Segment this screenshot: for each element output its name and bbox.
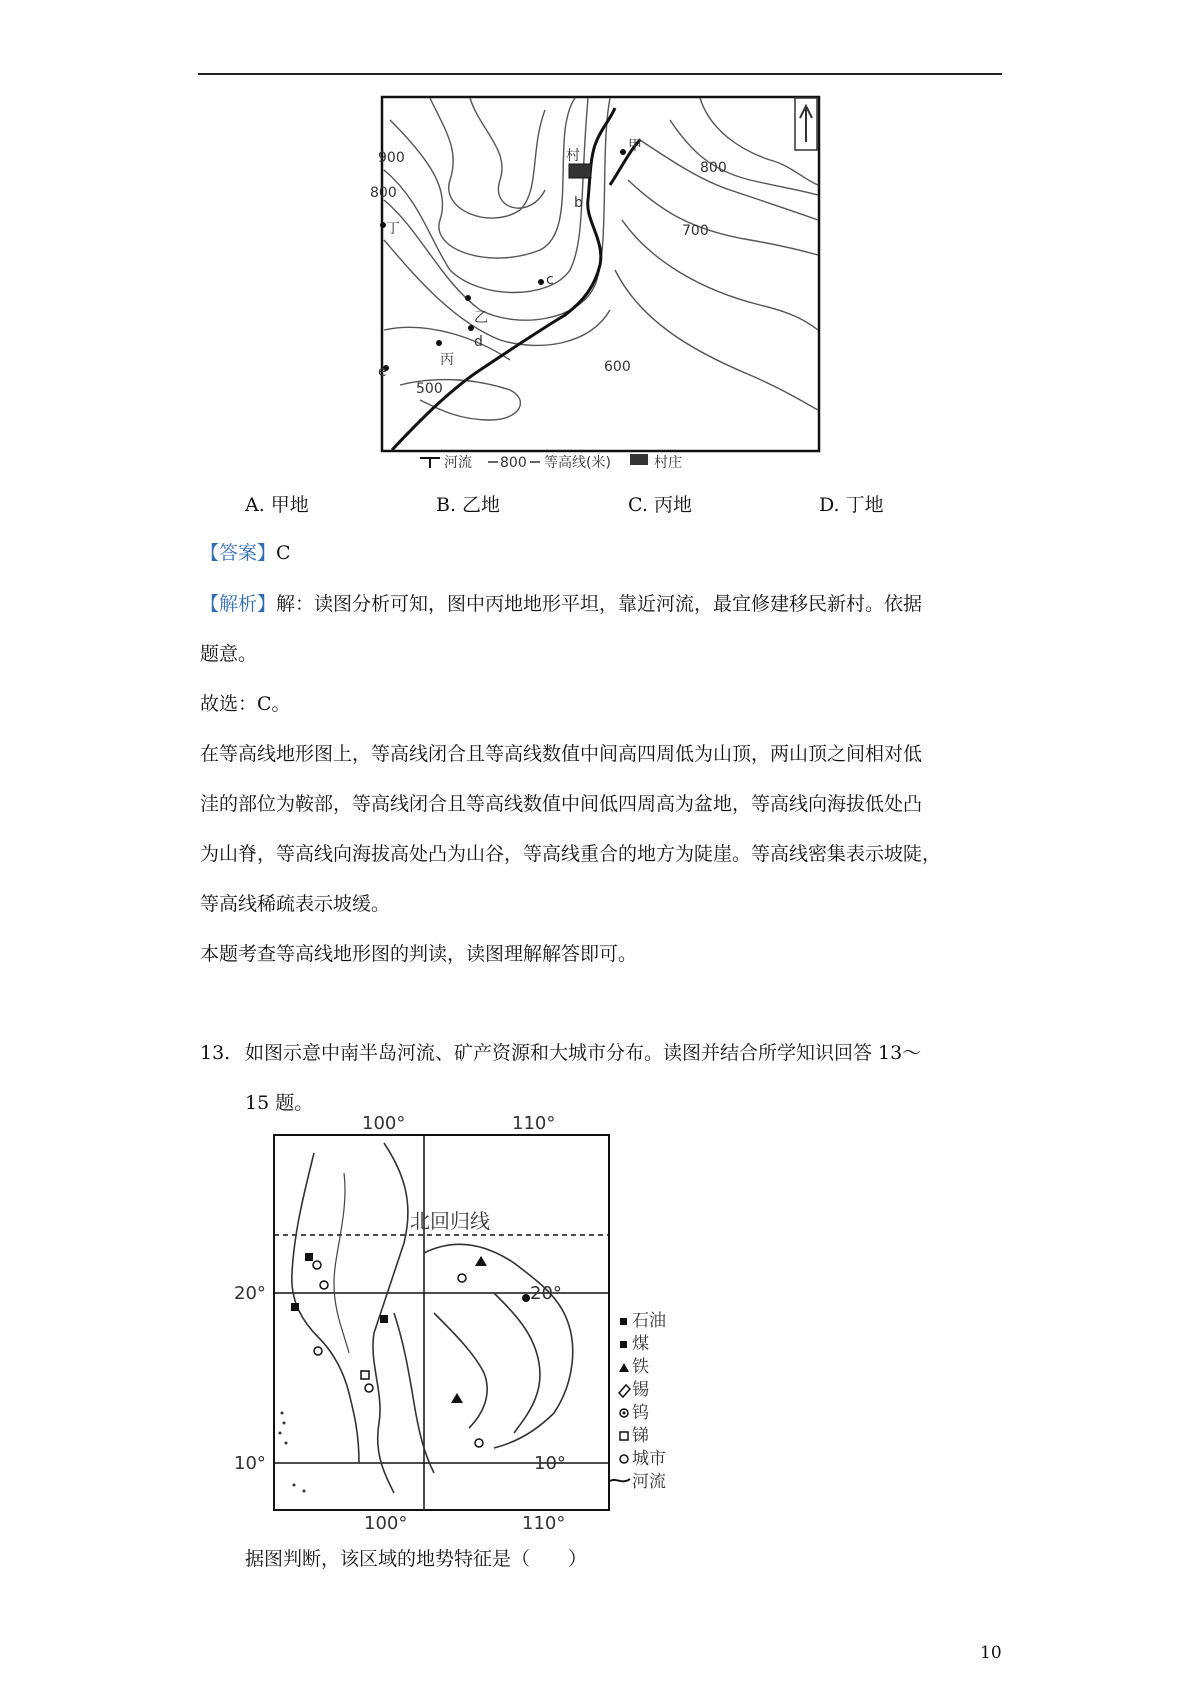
point-label: e (378, 364, 387, 380)
lon-label: 100° (364, 1513, 408, 1533)
point-label: 甲 (628, 138, 642, 154)
legend-contour: 等高线(米) (544, 455, 611, 470)
contour-label: 600 (604, 359, 631, 375)
point-label: 丁 (386, 221, 400, 237)
option-d[interactable]: D. 丁地 (819, 494, 884, 516)
point-label: 丙 (440, 352, 454, 368)
answer-value: C (276, 542, 291, 564)
question-13-stem: 如图示意中南半岛河流、矿产资源和大城市分布。读图并结合所学知识回答 13～ (245, 1042, 922, 1064)
village-label: 村 (566, 148, 580, 164)
choose-line: 故选：C。 (200, 693, 291, 715)
legend-city: 城市 (632, 1449, 666, 1469)
option-c[interactable]: C. 丙地 (628, 494, 692, 516)
legend-iron: 铁 (632, 1357, 649, 1377)
point-label: b (574, 195, 583, 211)
analysis-tag: 【解析】 (200, 593, 277, 615)
answer-tag: 【答案】 (200, 542, 277, 564)
note-line: 等高线稀疏表示坡缓。 (200, 893, 391, 915)
option-a[interactable]: A. 甲地 (245, 494, 309, 516)
analysis-line (200, 591, 922, 617)
page-number: 10 (980, 1643, 1002, 1663)
contour-label: 800 (370, 185, 397, 201)
point-label: d (474, 334, 483, 350)
question-13-number: 13. (200, 1042, 231, 1064)
lon-label: 110° (512, 1113, 556, 1134)
question-13-sub: 据图判断，该区域的地势特征是（ ） (245, 1548, 588, 1570)
note-line: 洼的部位为鞍部，等高线闭合且等高线数值中间低四周高为盆地，等高线向海拔低处凸 (200, 793, 923, 815)
lat-label: 20° (234, 1283, 266, 1304)
legend-tin: 锡 (632, 1380, 649, 1400)
legend-village: 村庄 (654, 455, 682, 470)
lat-label: 10° (234, 1453, 266, 1474)
legend-oil: 石油 (632, 1311, 666, 1331)
legend-antimony: 锑 (632, 1426, 649, 1446)
lon-label: 100° (362, 1113, 406, 1134)
contour-label: 500 (416, 381, 443, 397)
option-b[interactable]: B. 乙地 (436, 494, 501, 516)
indochina-map-figure (234, 1113, 714, 1533)
contour-label: 800 (700, 160, 727, 176)
legend-tungsten: 钨 (632, 1403, 649, 1423)
legend-coal: 煤 (632, 1334, 649, 1354)
legend-river: 河流 (444, 455, 472, 470)
summary-line: 本题考查等高线地形图的判读，读图理解解答即可。 (200, 943, 638, 965)
analysis-text: 题意。 (200, 643, 258, 665)
legend-river: 河流 (632, 1472, 666, 1492)
question-13-stem: 15 题。 (245, 1092, 314, 1114)
contour-map-figure (370, 90, 830, 470)
contour-label: 700 (682, 223, 709, 239)
lon-label: 110° (522, 1513, 566, 1533)
analysis-text: 解：读图分析可知，图中丙地地形平坦，靠近河流，最宜修建移民新村。依据 (276, 593, 923, 615)
legend-contour-sample: 800 (500, 455, 527, 470)
point-label: 乙 (474, 310, 488, 326)
lat-label: 20° (530, 1283, 562, 1304)
mineral-legend (610, 1311, 666, 1492)
lat-label: 10° (534, 1453, 566, 1474)
note-line: 在等高线地形图上，等高线闭合且等高线数值中间高四周低为山顶，两山顶之间相对低 (200, 743, 923, 765)
note-line: 为山脊，等高线向海拔高处凸为山谷，等高线重合的地方为陡崖。等高线密集表示坡陡， (200, 843, 942, 865)
north-arrow-icon (795, 98, 817, 150)
answer-line (200, 540, 291, 566)
point-label: c (546, 272, 554, 288)
map-legend (420, 454, 682, 470)
tropic-label: 北回归线 (410, 1209, 490, 1233)
contour-label: 900 (378, 150, 405, 166)
header-rule (198, 73, 1002, 75)
